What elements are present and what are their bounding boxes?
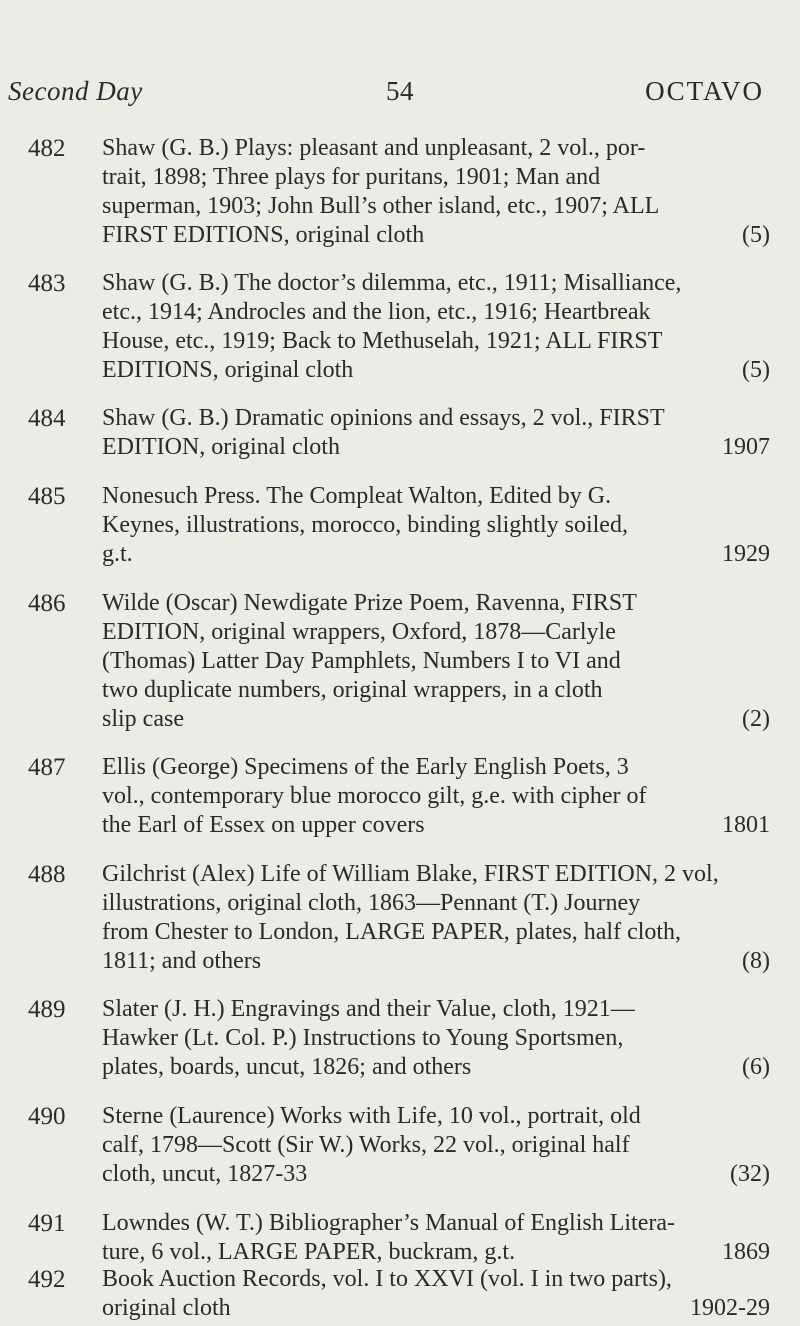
description-line: vol., contemporary blue morocco gilt, g.e. with cipher of xyxy=(102,783,647,809)
lot-description xyxy=(102,1265,770,1323)
lot-description xyxy=(102,269,770,385)
description-line: etc., 1914; Androcles and the lion, etc., 1916; Heartbreak xyxy=(102,299,651,325)
lot-number: 484 xyxy=(28,405,66,432)
description-line: Gilchrist (Alex) Life of William Blake, FIRST EDITION, 2 vol, xyxy=(102,861,719,887)
description-text: slip case xyxy=(102,706,184,732)
lot-number: 485 xyxy=(28,483,66,510)
lot-description xyxy=(102,134,770,250)
description-text: plates, boards, uncut, 1826; and others xyxy=(102,1054,472,1080)
page-header xyxy=(0,76,800,110)
description-line: Shaw (G. B.) Dramatic opinions and essays, 2 vol., FIRST xyxy=(102,405,665,431)
lot-number: 486 xyxy=(28,590,66,617)
description-text: the Earl of Essex on upper covers xyxy=(102,812,425,838)
lot-description xyxy=(102,995,770,1082)
page-number: 54 xyxy=(386,76,414,106)
description-line: Shaw (G. B.) Plays: pleasant and unpleasant, 2 vol., por- xyxy=(102,135,646,161)
description-line xyxy=(102,1238,770,1267)
description-line: two duplicate numbers, original wrappers, in a cloth xyxy=(102,677,603,703)
description-line: Hawker (Lt. Col. P.) Instructions to Young Sportsmen, xyxy=(102,1025,624,1051)
lot-description xyxy=(102,860,770,976)
description-line: Keynes, illustrations, morocco, binding slightly soiled, xyxy=(102,512,628,538)
description-line xyxy=(102,811,770,840)
running-title: Second Day xyxy=(8,76,143,106)
lot-description xyxy=(102,1102,770,1189)
description-line: Lowndes (W. T.) Bibliographer’s Manual of English Litera- xyxy=(102,1210,675,1236)
description-line xyxy=(102,1294,770,1323)
lot-date: 1902-29 xyxy=(690,1295,770,1321)
lot-date: 1907 xyxy=(722,434,770,460)
description-line xyxy=(102,540,770,569)
description-text: 1811; and others xyxy=(102,948,262,974)
lot-number: 482 xyxy=(28,135,66,162)
description-line: calf, 1798—Scott (Sir W.) Works, 22 vol., original half xyxy=(102,1132,630,1158)
description-text: EDITION, original cloth xyxy=(102,434,340,460)
description-line: EDITION, original wrappers, Oxford, 1878—Carlyle xyxy=(102,619,616,645)
lot-number: 492 xyxy=(28,1266,66,1293)
lot-date: 1801 xyxy=(722,812,770,838)
description-line: trait, 1898; Three plays for puritans, 1901; Man and xyxy=(102,164,601,190)
lot-description xyxy=(102,753,770,840)
lot-quantity: (6) xyxy=(742,1054,770,1080)
lot-description xyxy=(102,404,770,462)
description-text: cloth, uncut, 1827-33 xyxy=(102,1161,308,1187)
description-line xyxy=(102,1160,770,1189)
description-line: Shaw (G. B.) The doctor’s dilemma, etc., 1911; Misalliance, xyxy=(102,270,682,296)
lot-number: 490 xyxy=(28,1103,66,1130)
lot-number: 488 xyxy=(28,861,66,888)
lot-number: 489 xyxy=(28,996,66,1023)
description-text: original cloth xyxy=(102,1295,231,1321)
description-line: Book Auction Records, vol. I to XXVI (vol. I in two parts), xyxy=(102,1266,672,1292)
description-line xyxy=(102,947,770,976)
description-line xyxy=(102,705,770,734)
description-line: (Thomas) Latter Day Pamphlets, Numbers I to VI and xyxy=(102,648,621,674)
description-text: ture, 6 vol., LARGE PAPER, buckram, g.t. xyxy=(102,1239,516,1265)
lot-date: 1869 xyxy=(722,1239,770,1265)
section-label: OCTAVO xyxy=(645,76,764,106)
description-text: EDITIONS, original cloth xyxy=(102,357,354,383)
description-text: FIRST EDITIONS, original cloth xyxy=(102,222,425,248)
lot-date: 1929 xyxy=(722,541,770,567)
lot-number: 483 xyxy=(28,270,66,297)
description-line: House, etc., 1919; Back to Methuselah, 1921; ALL FIRST xyxy=(102,328,663,354)
lot-quantity: (5) xyxy=(742,222,770,248)
description-line: Ellis (George) Specimens of the Early English Poets, 3 xyxy=(102,754,629,780)
description-line: Sterne (Laurence) Works with Life, 10 vol., portrait, old xyxy=(102,1103,641,1129)
lot-quantity: (2) xyxy=(742,706,770,732)
description-line: from Chester to London, LARGE PAPER, plates, half cloth, xyxy=(102,919,682,945)
description-line xyxy=(102,356,770,385)
description-line: Wilde (Oscar) Newdigate Prize Poem, Ravenna, FIRST xyxy=(102,590,637,616)
lot-quantity: (5) xyxy=(742,357,770,383)
description-line xyxy=(102,433,770,462)
lot-number: 491 xyxy=(28,1210,66,1237)
lot-number: 487 xyxy=(28,754,66,781)
description-line: illustrations, original cloth, 1863—Pennant (T.) Journey xyxy=(102,890,641,916)
description-line: Nonesuch Press. The Compleat Walton, Edited by G. xyxy=(102,483,612,509)
description-text: g.t. xyxy=(102,541,133,567)
lot-description xyxy=(102,1209,770,1267)
description-line xyxy=(102,221,770,250)
lot-description xyxy=(102,482,770,569)
description-line xyxy=(102,1053,770,1082)
description-line: Slater (J. H.) Engravings and their Value, cloth, 1921— xyxy=(102,996,635,1022)
lot-quantity: (8) xyxy=(742,948,770,974)
lot-quantity: (32) xyxy=(730,1161,770,1187)
lot-description xyxy=(102,589,770,734)
description-line: superman, 1903; John Bull’s other island, etc., 1907; ALL xyxy=(102,193,660,219)
